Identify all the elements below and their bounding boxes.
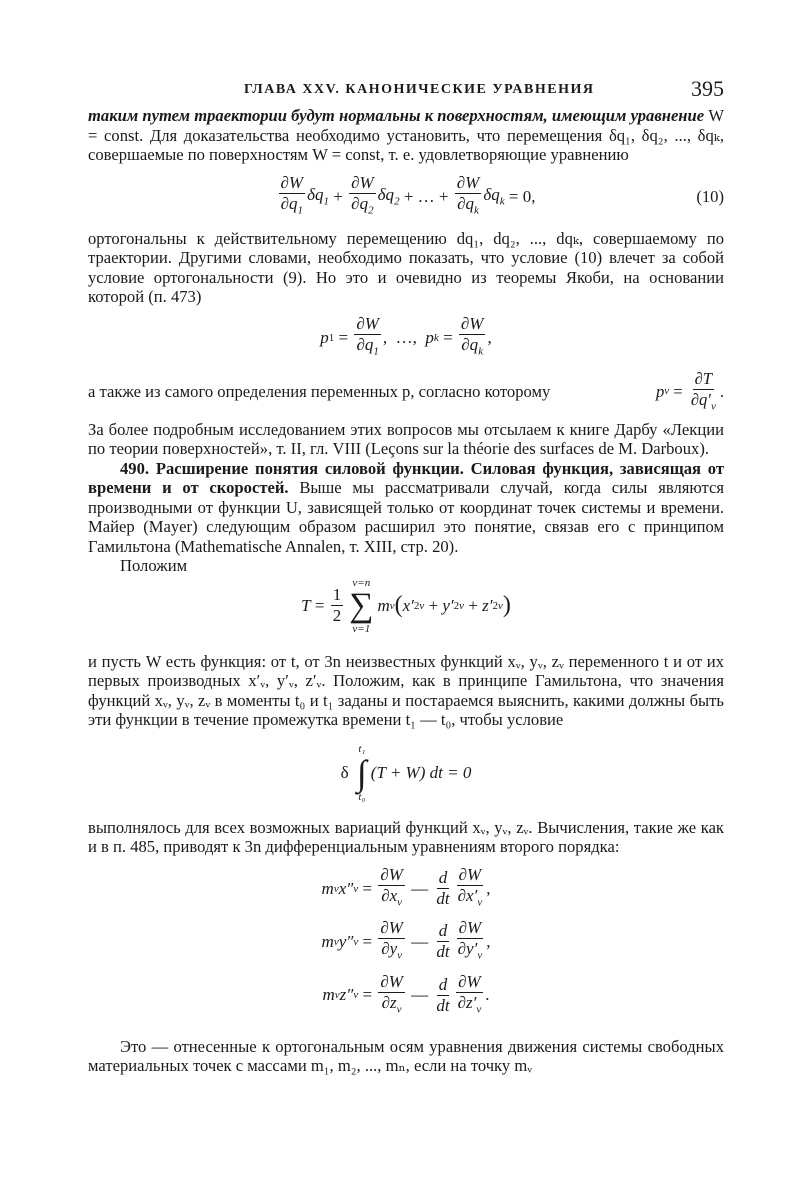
equation-10-rhs: = 0, <box>508 186 536 206</box>
equation-10: $\frac{\partial W}{\partial q_1}$ $\delta q_1$ + $\frac{\partial W}{\partial q_2}$ $\delta q_2$ + … + $\frac{\partial W}{\partial q_k}$ $\delta q_k$ = 0, (10) <box>280 172 724 217</box>
page-number: 395 <box>691 76 724 101</box>
paragraph-3 <box>88 369 724 416</box>
equation-hamilton-integral: δ t₁ ∫ t₀ (T + W) dt = 0 <box>340 742 472 803</box>
integral-upper-limit: t₁ <box>358 742 366 755</box>
section-title: Расширение понятия силовой функции. Силовая функция, зависящая от времени и от скоростей. <box>88 458 724 498</box>
paragraph-6: выполнялось для всех возможных вариаций функций xᵥ, yᵥ, zᵥ. Вычисления, такие же как и в п. 485, приводят к 3n дифференциальным уравнениям второго порядка: <box>88 817 724 857</box>
sum-lower-limit: ν=1 <box>352 622 371 635</box>
section-490 <box>88 459 724 557</box>
equation-z: m ν z″ ν = $\frac{\partial W}{\partial z_\nu}$ — $\frac{d}{dt}$ $\frac{\partial W}{\partial z'_\nu}$ . <box>322 971 490 1015</box>
emphasis-text: таким путем траектории будут нормальны к поверхностям, имеющим уравнение <box>88 106 705 125</box>
running-header <box>88 76 724 106</box>
sum-upper-limit: ν=n <box>352 576 371 589</box>
equation-y: m ν y″ ν = $\frac{\partial W}{\partial y_\nu}$ — $\frac{d}{dt}$ $\frac{\partial W}{\partial y'_\nu}$ , <box>321 918 491 962</box>
page <box>88 76 724 1076</box>
paragraph-1-rest: W = const. Для доказательства необходимо установить, что перемещения δq₁, δq₂, ..., δqₖ, совершаемые по поверхностям W = const, т. е. удовлетворяющие уравнению <box>88 106 724 164</box>
equation-x: m ν x″ ν = $\frac{\partial W}{\partial x_\nu}$ — $\frac{d}{dt}$ $\frac{\partial W}{\partial x'_\nu}$ , <box>321 864 491 909</box>
chapter-title: ГЛАВА XXV. КАНОНИЧЕСКИЕ УРАВНЕНИЯ <box>244 82 595 97</box>
polozhim-text: Положим <box>120 556 188 576</box>
section-body: Выше мы рассматривали случай, когда силы являются производными от функции U, зависящей только от координат точек системы и времени. Майер (Mayer) следующим образом расширил это понятие, связав его с принципом Гамильтона (Mathematische Annalen, т. XIII, стр. 20). <box>88 478 724 556</box>
section-number: 490. <box>120 458 150 478</box>
paragraph-2: ортогональны к действительному перемещению dq₁, dq₂, ..., dqₖ, совершаемому по траектории. Другими словами, необходимо показать, что условие (10) влечет за собой условие ортогональности (9). Но это и очевидно из теоремы Якоби, на основании которой (п. 473) <box>88 228 724 306</box>
integral-lower-limit: t₀ <box>358 790 366 803</box>
equation-kinetic-energy: T = $\frac{1}{2}$ ν=n ∑ ν=1 m ν ( x′ 2 ν + y′ 2 ν + z′ 2 ν ) <box>301 576 511 635</box>
paragraph-4: За более подробным исследованием этих вопросов мы отсылаем к книге Дарбу «Лекции по теории поверхностей», т. II, гл. VIII (Leçons sur la théorie des surfaces de M. Darboux). <box>88 419 724 459</box>
equation-jacobi: p 1 = $\frac{\partial W}{\partial q_1}$ , …, p k = $\frac{\partial W}{\partial q_k}$ , <box>320 313 492 358</box>
paragraph-1 <box>88 106 724 165</box>
equation-system <box>88 865 724 1019</box>
momentum-definition: p ν = $\frac{\partial T}{\partial q'_\nu}$ . <box>655 368 724 412</box>
integral-rhs: (T + W) dt = 0 <box>370 762 472 782</box>
equation-number: (10) <box>696 186 724 206</box>
paragraph-7: Это — отнесенные к ортогональным осям уравнения движения системы свободных материальных точек с массами m₁, m₂, ..., mₙ, если на точку mᵥ <box>88 1036 724 1076</box>
paragraph-3-text: а также из самого определения переменных p, согласно которому <box>88 382 551 402</box>
paragraph-5: и пусть W есть функция: от t, от 3n неизвестных функций xᵥ, yᵥ, zᵥ переменного t и от их первых производных x′ᵥ, y′ᵥ, z′ᵥ. Положим, как в принципе Гамильтона, что значения функций xᵥ, yᵥ, zᵥ в моменты t₀ и t₁ заданы и постараемся выяснить, какими должны быть эти функции в течение промежутка времени t₁ — t₀, чтобы условие <box>88 651 724 730</box>
